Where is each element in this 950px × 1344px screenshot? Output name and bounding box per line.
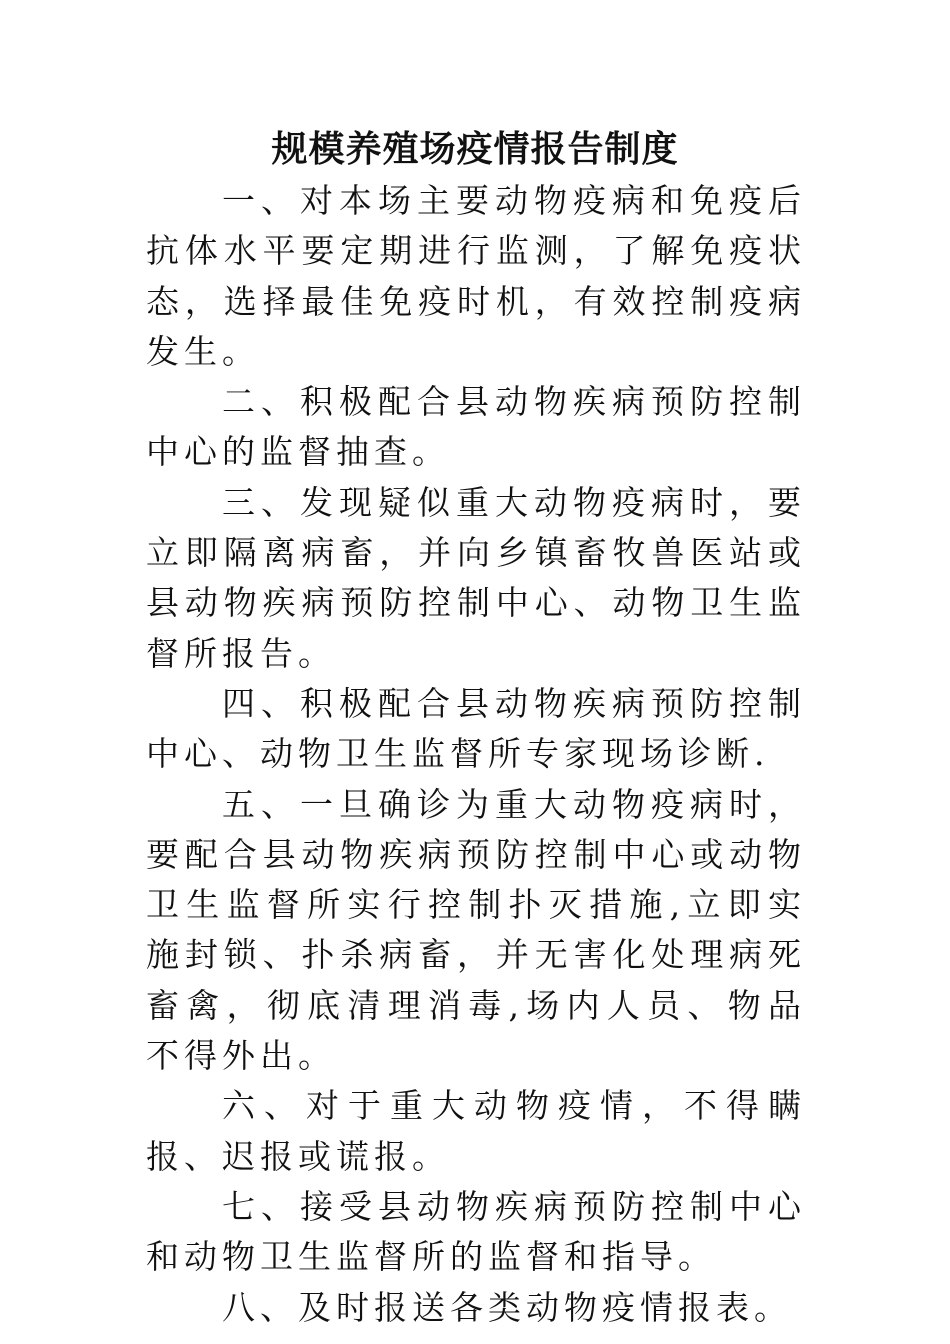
paragraph-6: 六、对于重大动物疫情，不得瞒报、迟报或谎报。 — [146, 1086, 806, 1176]
paragraph-7: 七、接受县动物疾病预防控制中心和动物卫生监督所的监督和指导。 — [146, 1186, 806, 1277]
paragraph-4: 四、积极配合县动物疾病预防控制中心、动物卫生监督所专家现场诊断. — [146, 683, 806, 774]
paragraph-3: 三、发现疑似重大动物疫病时，要立即隔离病畜，并向乡镇畜牧兽医站或县动物疾病预防控制中心、动物卫生监督所报告。 — [146, 482, 806, 673]
document-title: 规模养殖场疫情报告制度 — [271, 128, 679, 170]
paragraph-1: 一、对本场主要动物疫病和免疫后抗体水平要定期进行监测，了解免疫状态，选择最佳免疫时机，有效控制疫病发生。 — [146, 181, 806, 371]
paragraph-5: 五、一旦确诊为重大动物疫病时，要配合县动物疾病预防控制中心或动物卫生监督所实行控制扑灭措施,立即实施封锁、扑杀病畜，并无害化处理病死畜禽，彻底清理消毒,场内人员、物品不得外出。 — [146, 784, 806, 1076]
document-body — [146, 176, 806, 1333]
paragraph-8: 八、及时报送各类动物疫情报表。 — [222, 1287, 792, 1327]
paragraph-2: 二、积极配合县动物疾病预防控制中心的监督抽查。 — [146, 382, 806, 472]
